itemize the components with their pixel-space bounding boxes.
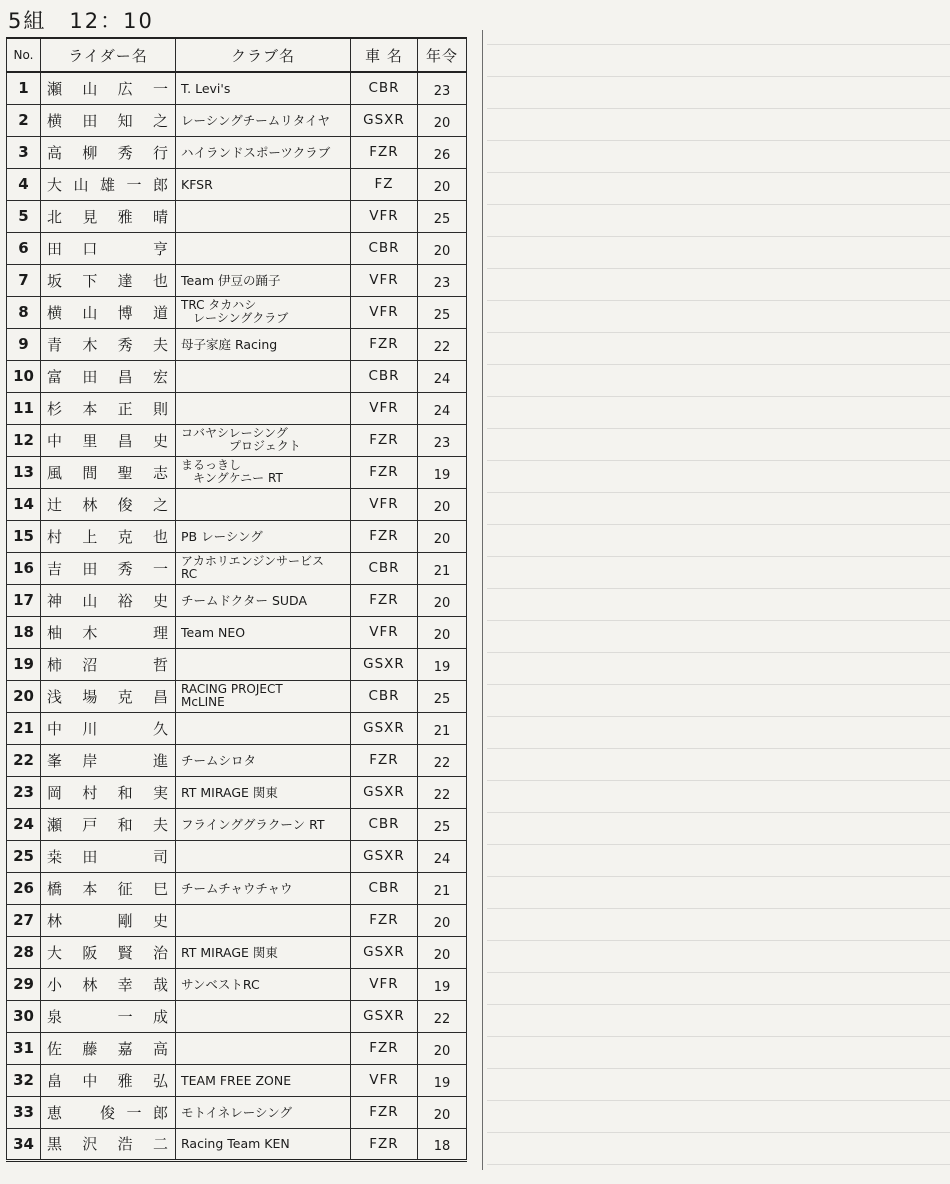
rider-name: 大山雄一郎 [41, 168, 176, 200]
club-name: TEAM FREE ZONE [176, 1064, 351, 1096]
row-number: 2 [7, 104, 41, 136]
rider-name: 柿沼 哲 [41, 648, 176, 680]
club-name [176, 392, 351, 424]
rider-name: 瀬山広一 [41, 72, 176, 104]
bike-model: GSXR [351, 104, 418, 136]
bike-model: GSXR [351, 840, 418, 872]
row-number: 11 [7, 392, 41, 424]
rider-name: 桒田 司 [41, 840, 176, 872]
table-row [7, 936, 467, 968]
rider-age: 22 [418, 776, 467, 808]
faint-rule [487, 460, 950, 461]
bike-model: CBR [351, 872, 418, 904]
rider-name: 橋本征巳 [41, 872, 176, 904]
bike-model: CBR [351, 72, 418, 104]
club-name: チームシロタ [176, 744, 351, 776]
faint-rule [487, 972, 950, 973]
club-name: チームチャウチャウ [176, 872, 351, 904]
table-row [7, 360, 467, 392]
rider-name: 中川 久 [41, 712, 176, 744]
page-title: 5組 12：10 [8, 9, 154, 33]
row-number: 20 [7, 680, 41, 712]
bike-model: GSXR [351, 712, 418, 744]
row-number: 4 [7, 168, 41, 200]
rider-name: 神山裕史 [41, 584, 176, 616]
rider-age: 19 [418, 1064, 467, 1096]
row-number: 17 [7, 584, 41, 616]
rider-name: 風間聖志 [41, 456, 176, 488]
row-number: 34 [7, 1128, 41, 1160]
faint-rule [487, 876, 950, 877]
faint-rule [487, 620, 950, 621]
faint-rule [487, 1132, 950, 1133]
header-no: No. [7, 38, 41, 72]
rider-age: 20 [418, 520, 467, 552]
row-number: 12 [7, 424, 41, 456]
row-number: 18 [7, 616, 41, 648]
row-number: 28 [7, 936, 41, 968]
rider-name: 浅場克昌 [41, 680, 176, 712]
rider-age: 26 [418, 136, 467, 168]
rider-name: 杉本正則 [41, 392, 176, 424]
rider-name: 村上克也 [41, 520, 176, 552]
rider-age: 25 [418, 808, 467, 840]
bike-model: GSXR [351, 648, 418, 680]
faint-rule [487, 844, 950, 845]
bike-model: VFR [351, 392, 418, 424]
club-name: まるっきし キングケニー RT [176, 456, 351, 488]
faint-rule [487, 588, 950, 589]
faint-rule [487, 332, 950, 333]
row-number: 22 [7, 744, 41, 776]
faint-rule [487, 44, 950, 45]
rider-age: 21 [418, 872, 467, 904]
bike-model: FZR [351, 1096, 418, 1128]
faint-rule [487, 76, 950, 77]
table-row [7, 136, 467, 168]
table-row [7, 1064, 467, 1096]
bike-model: GSXR [351, 1000, 418, 1032]
row-number: 8 [7, 296, 41, 328]
faint-rule [487, 556, 950, 557]
table-row [7, 648, 467, 680]
rider-age: 21 [418, 712, 467, 744]
club-name [176, 648, 351, 680]
faint-rule [487, 1100, 950, 1101]
club-name: レーシングチームリタイヤ [176, 104, 351, 136]
rider-name: 岡村和実 [41, 776, 176, 808]
rider-name: 畠中雅弘 [41, 1064, 176, 1096]
table-body [7, 72, 467, 1160]
rider-age: 22 [418, 1000, 467, 1032]
table-row [7, 1096, 467, 1128]
table-row [7, 1128, 467, 1160]
row-number: 21 [7, 712, 41, 744]
rider-name: 小林幸哉 [41, 968, 176, 1000]
table-row [7, 616, 467, 648]
table-row [7, 872, 467, 904]
rider-name: 黒沢浩二 [41, 1128, 176, 1160]
rider-age: 22 [418, 328, 467, 360]
column-divider [482, 30, 483, 1170]
table-row [7, 392, 467, 424]
row-number: 33 [7, 1096, 41, 1128]
faint-rule [487, 524, 950, 525]
rider-age: 23 [418, 72, 467, 104]
bike-model: FZR [351, 136, 418, 168]
faint-rule [487, 716, 950, 717]
club-name [176, 840, 351, 872]
faint-rule [487, 940, 950, 941]
row-number: 10 [7, 360, 41, 392]
rider-age: 20 [418, 488, 467, 520]
table-row [7, 488, 467, 520]
rider-age: 20 [418, 232, 467, 264]
club-name: アカホリエンジンサービス RC [176, 552, 351, 584]
rider-name: 北見雅晴 [41, 200, 176, 232]
rider-name: 田口 亨 [41, 232, 176, 264]
faint-rule [487, 268, 950, 269]
table-row [7, 104, 467, 136]
row-number: 23 [7, 776, 41, 808]
header-age: 年令 [418, 38, 467, 72]
table-header-row [7, 38, 467, 72]
club-name: モトイネレーシング [176, 1096, 351, 1128]
row-number: 16 [7, 552, 41, 584]
table-row [7, 968, 467, 1000]
club-name: フラインググラクーン RT [176, 808, 351, 840]
faint-rule [487, 1164, 950, 1165]
rider-age: 18 [418, 1128, 467, 1160]
rider-age: 21 [418, 552, 467, 584]
row-number: 9 [7, 328, 41, 360]
rider-name: 瀬戸和夫 [41, 808, 176, 840]
bike-model: GSXR [351, 936, 418, 968]
bike-model: VFR [351, 1064, 418, 1096]
bike-model: FZR [351, 904, 418, 936]
row-number: 24 [7, 808, 41, 840]
rider-age: 25 [418, 296, 467, 328]
rider-roster-table [6, 37, 467, 1162]
rider-name: 中里昌史 [41, 424, 176, 456]
rider-name: 佐藤嘉高 [41, 1032, 176, 1064]
row-number: 3 [7, 136, 41, 168]
rider-age: 19 [418, 968, 467, 1000]
table-row [7, 424, 467, 456]
club-name: Team NEO [176, 616, 351, 648]
rider-name: 富田昌宏 [41, 360, 176, 392]
bike-model: FZR [351, 584, 418, 616]
header-rider: ライダー名 [41, 38, 176, 72]
bike-model: VFR [351, 200, 418, 232]
club-name [176, 488, 351, 520]
rider-age: 25 [418, 680, 467, 712]
faint-rule [487, 1004, 950, 1005]
club-name [176, 712, 351, 744]
club-name [176, 1000, 351, 1032]
rider-age: 22 [418, 744, 467, 776]
faint-rule [487, 236, 950, 237]
table-row [7, 200, 467, 232]
table-row [7, 904, 467, 936]
bike-model: FZR [351, 456, 418, 488]
club-name: コバヤシレーシング プロジェクト [176, 424, 351, 456]
table-row [7, 744, 467, 776]
table-row [7, 552, 467, 584]
rider-name: 高柳秀行 [41, 136, 176, 168]
rider-age: 20 [418, 1032, 467, 1064]
bike-model: FZR [351, 520, 418, 552]
row-number: 6 [7, 232, 41, 264]
rider-age: 24 [418, 840, 467, 872]
faint-rule [487, 1036, 950, 1037]
row-number: 27 [7, 904, 41, 936]
club-name: ハイランドスポーツクラブ [176, 136, 351, 168]
rider-age: 20 [418, 616, 467, 648]
rider-name: 大阪賢治 [41, 936, 176, 968]
club-name [176, 360, 351, 392]
rider-name: 坂下達也 [41, 264, 176, 296]
header-bike: 車 名 [351, 38, 418, 72]
rider-name: 横山博道 [41, 296, 176, 328]
rider-name: 恵 俊一郎 [41, 1096, 176, 1128]
club-name [176, 232, 351, 264]
bike-model: VFR [351, 488, 418, 520]
show-through-background [487, 0, 950, 1184]
table-row [7, 584, 467, 616]
rider-age: 20 [418, 104, 467, 136]
table-row [7, 712, 467, 744]
table-row [7, 520, 467, 552]
rider-name: 林 剛史 [41, 904, 176, 936]
rider-age: 24 [418, 392, 467, 424]
bike-model: VFR [351, 296, 418, 328]
rider-name: 峯岸 進 [41, 744, 176, 776]
club-name [176, 200, 351, 232]
bike-model: CBR [351, 232, 418, 264]
rider-name: 柚木 理 [41, 616, 176, 648]
club-name: T. Levi's [176, 72, 351, 104]
club-name: サンベストRC [176, 968, 351, 1000]
table-row [7, 840, 467, 872]
club-name: Racing Team KEN [176, 1128, 351, 1160]
row-number: 30 [7, 1000, 41, 1032]
table-row [7, 1032, 467, 1064]
table-row [7, 456, 467, 488]
table-row [7, 328, 467, 360]
faint-rule [487, 748, 950, 749]
faint-rule [487, 812, 950, 813]
rider-age: 20 [418, 168, 467, 200]
rider-age: 25 [418, 200, 467, 232]
club-name: チームドクター SUDA [176, 584, 351, 616]
rider-name: 横田知之 [41, 104, 176, 136]
table-row [7, 1000, 467, 1032]
row-number: 19 [7, 648, 41, 680]
club-name [176, 904, 351, 936]
bike-model: FZR [351, 1128, 418, 1160]
rider-age: 20 [418, 584, 467, 616]
row-number: 32 [7, 1064, 41, 1096]
bike-model: CBR [351, 360, 418, 392]
club-name: RT MIRAGE 関東 [176, 776, 351, 808]
faint-rule [487, 492, 950, 493]
faint-rule [487, 428, 950, 429]
bike-model: CBR [351, 552, 418, 584]
row-number: 7 [7, 264, 41, 296]
rider-age: 23 [418, 264, 467, 296]
bike-model: FZR [351, 424, 418, 456]
rider-age: 19 [418, 456, 467, 488]
faint-rule [487, 908, 950, 909]
bike-model: VFR [351, 264, 418, 296]
faint-rule [487, 172, 950, 173]
row-number: 31 [7, 1032, 41, 1064]
rider-age: 20 [418, 904, 467, 936]
header-club: クラブ名 [176, 38, 351, 72]
club-name: 母子家庭 Racing [176, 328, 351, 360]
bike-model: GSXR [351, 776, 418, 808]
bike-model: FZ [351, 168, 418, 200]
table-row [7, 264, 467, 296]
club-name: RT MIRAGE 関東 [176, 936, 351, 968]
faint-rule [487, 300, 950, 301]
faint-rule [487, 140, 950, 141]
rider-age: 24 [418, 360, 467, 392]
row-number: 26 [7, 872, 41, 904]
faint-rule [487, 204, 950, 205]
bike-model: CBR [351, 680, 418, 712]
row-number: 15 [7, 520, 41, 552]
rider-age: 23 [418, 424, 467, 456]
bike-model: FZR [351, 328, 418, 360]
club-name: KFSR [176, 168, 351, 200]
table-row [7, 808, 467, 840]
faint-rule [487, 652, 950, 653]
row-number: 29 [7, 968, 41, 1000]
club-name: TRC タカハシ レーシングクラブ [176, 296, 351, 328]
table-row [7, 168, 467, 200]
club-name: RACING PROJECT McLINE [176, 680, 351, 712]
row-number: 1 [7, 72, 41, 104]
rider-name: 泉 一成 [41, 1000, 176, 1032]
rider-name: 吉田秀一 [41, 552, 176, 584]
rider-age: 20 [418, 936, 467, 968]
row-number: 13 [7, 456, 41, 488]
faint-rule [487, 396, 950, 397]
rider-age: 19 [418, 648, 467, 680]
rider-age: 20 [418, 1096, 467, 1128]
table-row [7, 72, 467, 104]
bike-model: VFR [351, 616, 418, 648]
bike-model: VFR [351, 968, 418, 1000]
bike-model: FZR [351, 1032, 418, 1064]
faint-rule [487, 108, 950, 109]
table-row [7, 680, 467, 712]
rider-name: 辻林俊之 [41, 488, 176, 520]
club-name [176, 1032, 351, 1064]
row-number: 14 [7, 488, 41, 520]
table-row [7, 232, 467, 264]
bike-model: CBR [351, 808, 418, 840]
bike-model: FZR [351, 744, 418, 776]
rider-name: 青木秀夫 [41, 328, 176, 360]
faint-rule [487, 364, 950, 365]
club-name: PB レーシング [176, 520, 351, 552]
table-row [7, 776, 467, 808]
faint-rule [487, 1068, 950, 1069]
faint-rule [487, 780, 950, 781]
row-number: 25 [7, 840, 41, 872]
row-number: 5 [7, 200, 41, 232]
faint-rule [487, 684, 950, 685]
club-name: Team 伊豆の踊子 [176, 264, 351, 296]
table-row [7, 296, 467, 328]
